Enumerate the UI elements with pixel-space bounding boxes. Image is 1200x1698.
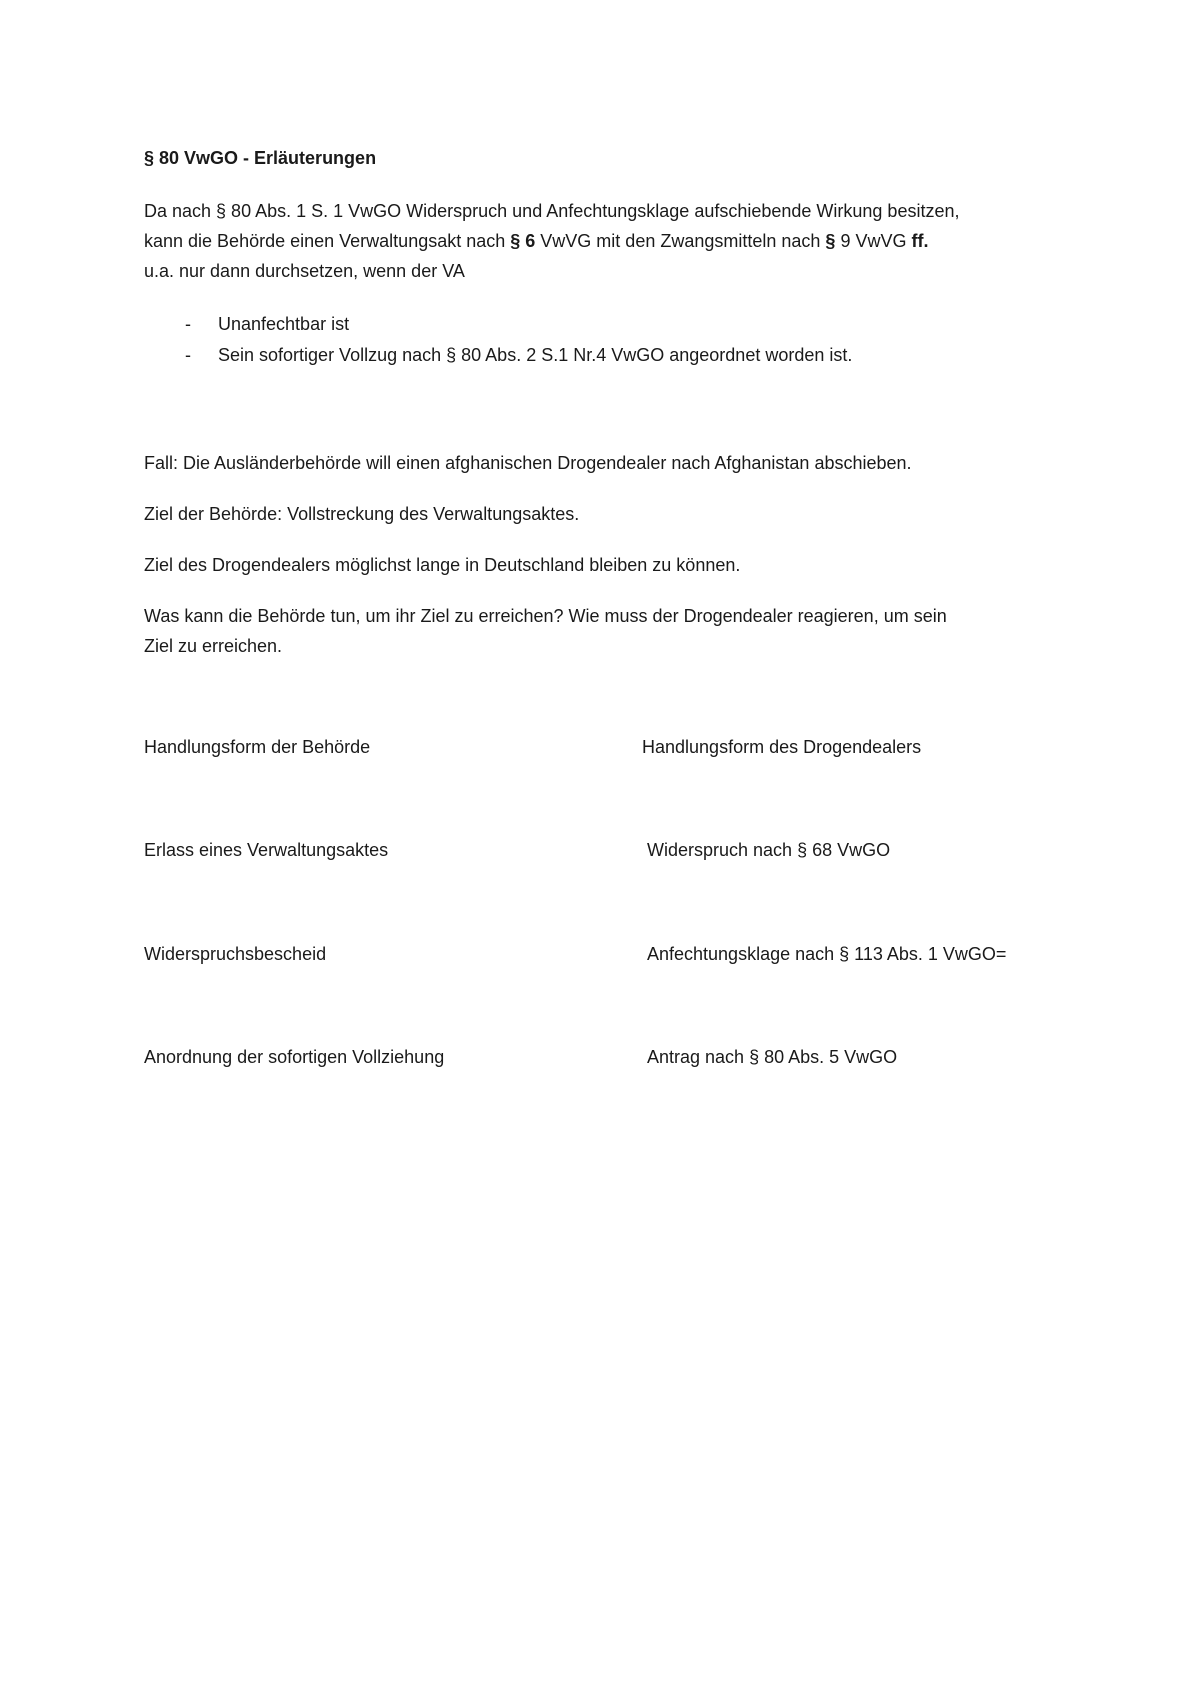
table-row-1-right: Widerspruch nach § 68 VwGO [647, 840, 891, 860]
table-header-left: Handlungsform der Behörde [144, 737, 371, 757]
table-row-3-left: Anordnung der sofortigen Vollziehung [144, 1047, 445, 1067]
intro-line-2-text: kann die Behörde einen Verwaltungsakt nach [144, 231, 511, 251]
table-row-3-right: Antrag nach § 80 Abs. 5 VwGO [647, 1047, 898, 1067]
intro-line-2-ref-9: § [825, 231, 836, 251]
case-question [144, 601, 947, 661]
table-row-1-left: Erlass eines Verwaltungsaktes [144, 840, 389, 860]
case-ziel-dealer: Ziel des Drogendealers möglichst lange in Deutschland bleiben zu können. [144, 555, 741, 575]
case-question-line-1: Was kann die Behörde tun, um ihr Ziel zu erreichen? Wie muss der Drogendealer reagieren, um sein [144, 606, 947, 626]
document-title: § 80 VwGO - Erläuterungen [144, 148, 377, 168]
bullet-item-1: Unanfechtbar ist [218, 314, 350, 334]
table-row-2-left: Widerspruchsbescheid [144, 944, 327, 964]
bullet-dash-1: - [185, 314, 191, 334]
intro-line-2-text-c: 9 VwVG [835, 231, 912, 251]
intro-line-2-ff: ff. [911, 231, 929, 251]
intro-line-1: Da nach § 80 Abs. 1 S. 1 VwGO Widerspruch und Anfechtungsklage aufschiebende Wirkung besitzen, [144, 201, 960, 221]
bullet-dash-2: - [185, 345, 191, 365]
intro-paragraph [144, 196, 959, 286]
case-question-line-2: Ziel zu erreichen. [144, 636, 283, 656]
intro-line-2-ref-6: § 6 [510, 231, 536, 251]
case-ziel-behoerde: Ziel der Behörde: Vollstreckung des Verwaltungsaktes. [144, 504, 580, 524]
table-header-right: Handlungsform des Drogendealers [642, 737, 922, 757]
intro-line-3: u.a. nur dann durchsetzen, wenn der VA [144, 261, 465, 281]
case-fall: Fall: Die Ausländerbehörde will einen afghanischen Drogendealer nach Afghanistan abschieben. [144, 453, 912, 473]
table-row-2-right: Anfechtungsklage nach § 113 Abs. 1 VwGO= [647, 944, 1007, 964]
intro-line-2 [144, 226, 959, 256]
intro-line-2-text-b: VwVG mit den Zwangsmitteln nach [535, 231, 826, 251]
bullet-item-2: Sein sofortiger Vollzug nach § 80 Abs. 2 S.1 Nr.4 VwGO angeordnet worden ist. [218, 345, 853, 365]
